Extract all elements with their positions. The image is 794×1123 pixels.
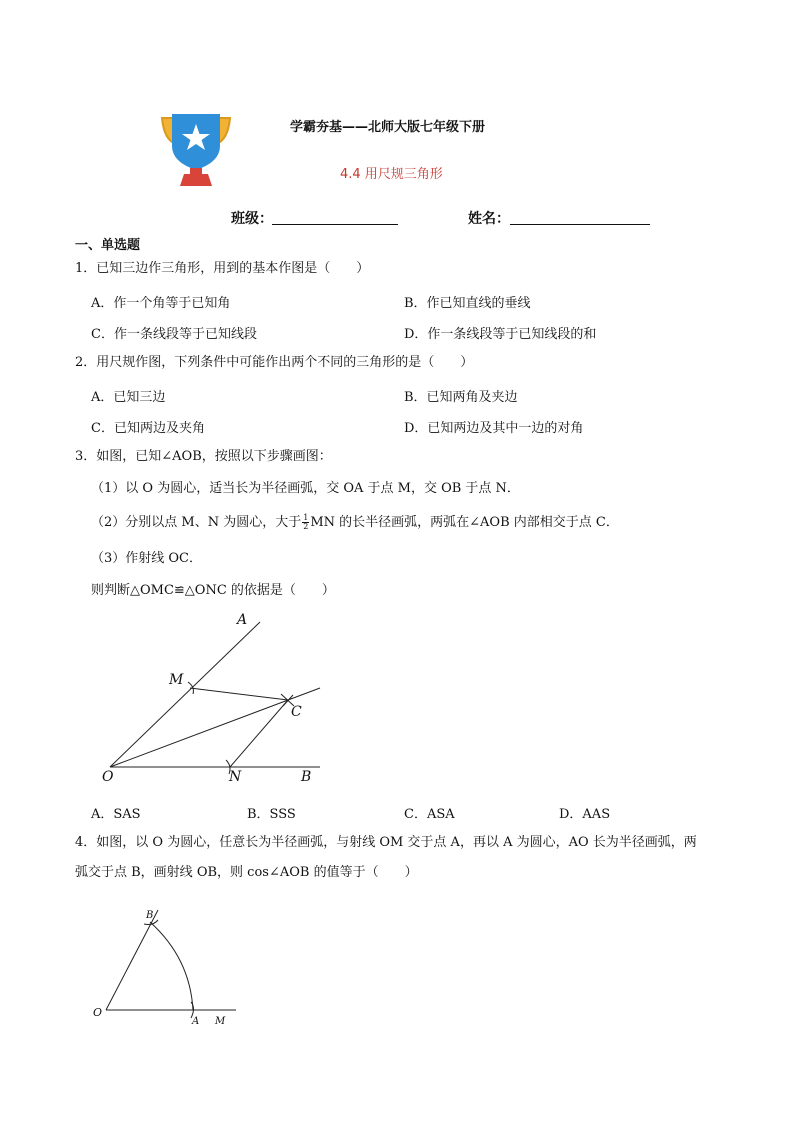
q1-option-c: C．作一条线段等于已知线段 [91,327,257,342]
q3-step2-pre: （2）分别以点 M、N 为圆心，大于 [91,515,302,530]
name-field[interactable] [510,208,650,225]
page-title: 学霸夯基——北师大版七年级下册 [290,120,486,135]
q1-option-d: D．作一条线段等于已知线段的和 [404,327,597,342]
q3-step2 [91,514,619,532]
q3-step2-post: MN 的长半径画弧，两弧在∠AOB 内部相交于点 C． [310,515,619,530]
label-b: B [301,769,312,785]
ray-oa [110,622,260,767]
trophy-logo-icon [154,110,238,188]
page-subtitle: 4.4 用尺规三角形 [340,167,443,182]
label-m: M [215,1016,226,1027]
label-o: O [102,769,114,785]
label-c: C [291,704,302,720]
q3-step1: （1）以 O 为圆心，适当长为半径画弧，交 OA 于点 M，交 OB 于点 N． [91,481,520,496]
q1-option-a: A．作一个角等于已知角 [91,296,231,311]
class-label: 班级： [231,211,273,227]
q3-step3: （3）作射线 OC． [91,551,203,566]
label-a: A [237,612,248,628]
class-field[interactable] [272,208,398,225]
q3-option-a: A．SAS [91,807,141,822]
label-o: O [93,1006,103,1019]
segment-nc [230,700,288,767]
label-b: B [146,910,154,921]
segment-mc [190,688,288,700]
q2-option-a: A．已知三边 [91,390,166,405]
arc-from-a [150,922,193,1010]
q2-option-c: C．已知两边及夹角 [91,421,205,436]
q3-option-d: D．AAS [559,807,611,822]
q1-option-b: B．作已知直线的垂线 [404,296,531,311]
q3-stem: 3．如图，已知∠AOB，按照以下步骤画图： [75,449,332,464]
name-label: 姓名： [468,211,510,227]
q3-question: 则判断△OMC≌△ONC 的依据是（ ） [91,583,335,598]
label-m: M [169,672,184,688]
q4-line1: 4．如图，以 O 为圆心，任意长为半径画弧，与射线 OM 交于点 A，再以 A 为圆心，AO 长为半径画弧，两 [75,835,697,850]
q2-option-d: D．已知两边及其中一边的对角 [404,421,584,436]
q3-figure [95,610,335,790]
q2-stem: 2．用尺规作图，下列条件中可能作出两个不同的三角形的是（ ） [75,355,474,370]
q4-line2: 弧交于点 B，画射线 OB，则 cos∠AOB 的值等于（ ） [75,865,418,880]
q4-figure [90,898,240,1033]
one-half-fraction: $\frac{1}{2}$ [303,513,309,531]
label-a: A [192,1016,200,1027]
q1-stem: 1．已知三边作三角形，用到的基本作图是（ ） [75,261,370,276]
label-n: N [229,769,242,785]
q3-option-c: C．ASA [404,807,455,822]
q2-option-b: B．已知两角及夹边 [404,390,518,405]
q3-option-b: B．SSS [247,807,296,822]
section-title: 一、单选题 [75,238,141,253]
ray-ob [106,910,158,1010]
